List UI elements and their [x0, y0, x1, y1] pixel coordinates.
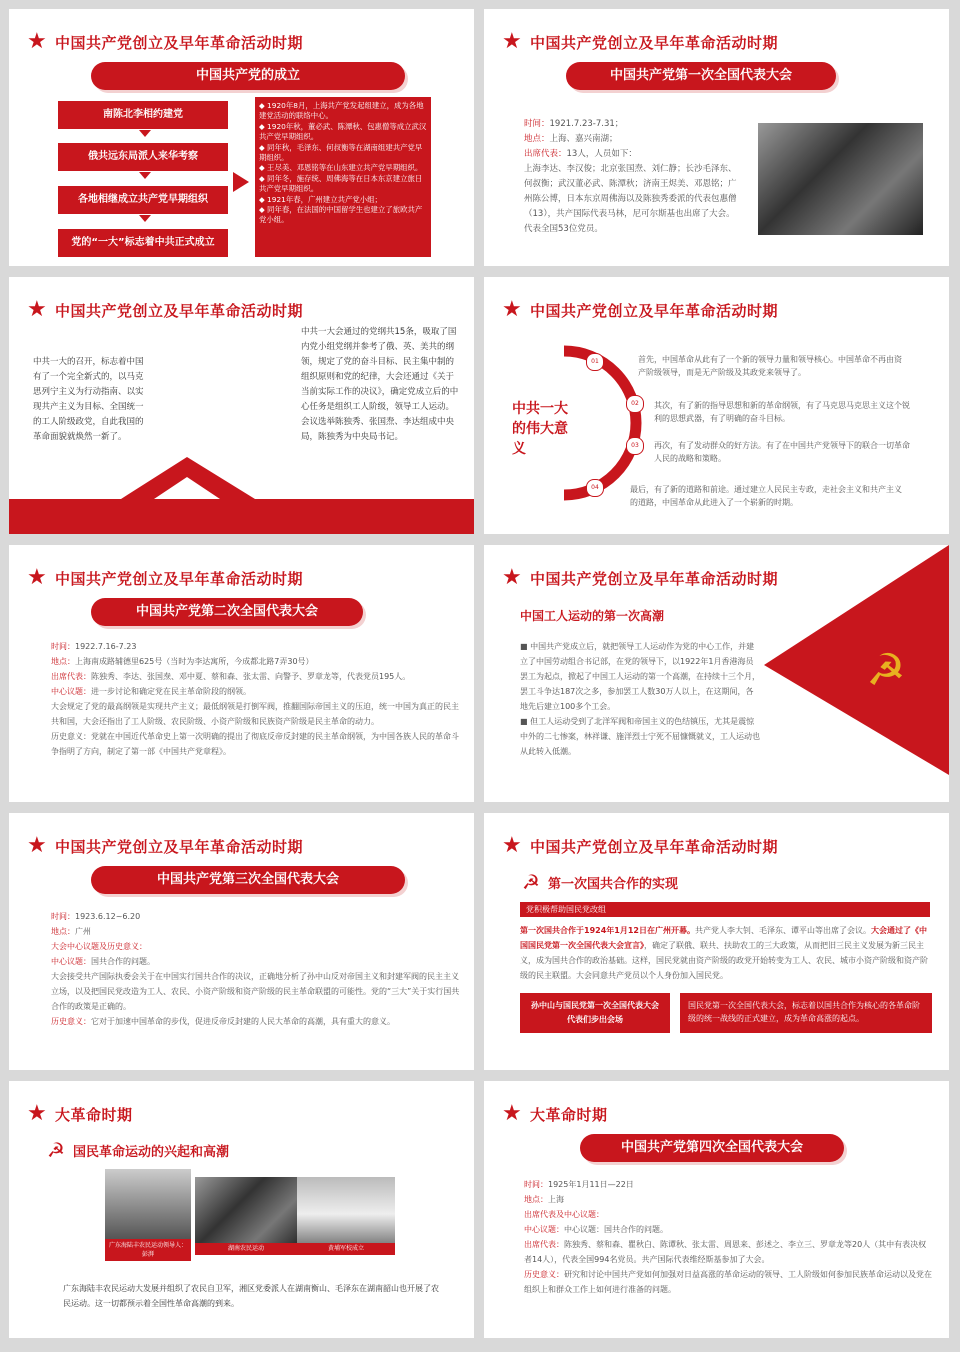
congress-info: 时间：1922.7.16-7.23 地点：上海南成路辅德里625号（当时为李达寓所，今成都北路7弄30号） 出席代表：陈独秀、李达、张国焘、邓中夏、蔡和森、张太雷、向警予、罗章龙等，代表党员195人。 中心议题：进一步讨论和确定党在民主革命阶段的纲领。 大会规定了党的最高纲领是实现共产主义；最低纲领是打倒军阀，推翻国际帝国主义的压迫，统一中国为真正的民主共和国，大会还指出了工人阶级、农民阶级、小资产阶级和民族资产阶级是民主革命的动力。 历史意义：党就在中国近代革命史上第一次明确的提出了彻底反帝反封建的民主革命纲领，为中国各族人民的革命斗争指明了方向，制定了第一部《中国共产党章程》。 [51, 642, 459, 756]
star-icon: ★ [502, 29, 522, 54]
slide-header [502, 565, 778, 591]
slide-4 [484, 277, 949, 534]
congress-photo [758, 123, 923, 235]
subtitle: ☭ 第一次国共合作的实现 [520, 871, 678, 893]
section-title: 大革命时期 [530, 1105, 608, 1124]
left-paragraph: 中共一大的召开，标志着中国有了一个完全新式的，以马克思列宁主义为行动指南、以实现共产主义为目标、全国统一的工人阶级政党，自此我国的革命面貌就焕然一新了。 [33, 357, 144, 442]
section-title: 中国共产党创立及早年革命活动时期 [55, 301, 304, 320]
slide-header [502, 833, 778, 859]
list-item: ◆ 1920年8月，上海共产党发起组建立，成为各地建党活动的联络中心。 [259, 101, 424, 121]
congress-info: 时间：1923.6.12~6.20 地点：广州 大会中心议题及历史意义： 中心议题：国共合作的问题。 大会接受共产国际执委会关于在中国实行国共合作的决议，正确地分析了孙中山反对帝国主义和封建军阀的民主主义立场，以及把国民党改造为工人、农民、小资产阶级和资产阶级的民主革命联盟的可能性。党的“三大”关于实行国共合作的政策是正确的。 历史意义：它对于加速中国革命的步伐，促进反帝反封建的人民大革命的高潮，具有重大的意义。 [51, 912, 460, 1026]
hammer-sickle-icon: ☭ [522, 870, 540, 894]
photo-caption-box: 孙中山与国民党第一次全国代表大会代表们步出会场 [520, 993, 670, 1033]
photo-caption: 广东海陆丰农民运动领导人：彭湃 [105, 1239, 191, 1261]
num-badge: 02 [626, 395, 644, 413]
list-item: ◆ 1921年春，广州建立共产党小组； [259, 194, 382, 204]
event-list [255, 97, 431, 257]
photo-caption: 黄埔军校成立 [297, 1243, 395, 1255]
slide-3 [9, 277, 474, 534]
list-item: ◆ 1920年秋，董必武、陈潭秋、包惠僧等成立武汉共产党早期组织。 [259, 121, 427, 142]
slide-header [27, 297, 303, 323]
significance-heading: 中共一大的伟大意义 [512, 401, 568, 457]
red-triangle [764, 545, 949, 802]
list-item: ◆ 王尽美、邓恩铭等在山东建立共产党早期组织。 [259, 163, 423, 173]
photo-caption: 湖南农民运动 [195, 1243, 297, 1255]
star-icon: ★ [27, 565, 47, 590]
down-arrow-icon [139, 130, 151, 137]
bullet-item: ■ 中国共产党成立后，就把领导工人运动作为党的中心工作，并建立了中国劳动组合书记部，在党的领导下，以1922年1月香港海员罢工为起点，掀起了中国工人运动的第一个高潮，在持续十三个月，罢工斗争达187次之多，参加罢工人数30万人以上，在这期间，各地先后建立100多个工会。 [520, 642, 760, 711]
list-item: ◆ 同年秋，毛泽东、何叔衡等在湖南组建共产党早期组织。 [259, 142, 423, 163]
significance-box: 国民党第一次全国代表大会，标志着以国共合作为核心的各革命阶级的统一战线的正式建立，成为革命高涨的起点。 [680, 993, 932, 1033]
down-arrow-icon [139, 172, 151, 179]
star-icon: ★ [502, 297, 522, 322]
slide-pill-title: 中国共产党第三次全国代表大会 [91, 866, 405, 894]
slide-7 [9, 813, 474, 1070]
slide-6 [484, 545, 949, 802]
slide-1 [9, 9, 474, 266]
timeline-box: 南陈北李相约建党 [58, 101, 228, 129]
timeline-box: 俄共远东局派人来华考察 [58, 143, 228, 171]
time-label: 时间： [524, 119, 550, 129]
right-arrow-icon [233, 172, 249, 192]
slide-header [27, 833, 303, 859]
slide-pill-title: 中国共产党第二次全国代表大会 [91, 598, 363, 626]
subtitle: 中国工人运动的第一次高潮 [520, 609, 665, 623]
slide-header [502, 1101, 608, 1127]
cooperation-body: 第一次国共合作于1924年1月12日在广州开幕。共产党人李大钊、毛泽东、谭平山等出席了会议。大会通过了《中国国民党第一次全国代表大会宣言》，确定了联俄、联共、扶助农工的三大政策，从而把旧三民主义发展为新三民主义，成为国共合作的政治基础。这样，国民党就由资产阶级的政党开始转变为工人、农民、城市小资产阶级和资产阶级的民主联盟。大会同意共产党员以个人身份加入国民党。 [520, 926, 928, 980]
slide-2 [484, 9, 949, 266]
significance-item: 再次，有了发动群众的好方法。有了在中国共产党领导下的联合一切革命人民的战略和策略。 [654, 441, 910, 463]
significance-item: 首先，中国革命从此有了一个新的领导力量和领导核心。中国革命不再由资产阶级领导，而是无产阶级及其政党来领导了。 [638, 355, 902, 377]
bullet-list [520, 639, 760, 759]
section-title: 中国共产党创立及早年革命活动时期 [530, 301, 779, 320]
slide-header [502, 297, 778, 323]
star-icon: ★ [27, 1101, 47, 1126]
section-title: 大革命时期 [55, 1105, 133, 1124]
section-title: 中国共产党创立及早年革命活动时期 [55, 837, 304, 856]
significance-item: 其次，有了新的指导思想和新的革命纲领，有了马克思马克思主义这个锐利的思想武器，有了明确的奋斗目标。 [654, 401, 910, 423]
star-icon: ★ [502, 1101, 522, 1126]
section-title: 中国共产党创立及早年革命活动时期 [530, 569, 779, 588]
num-badge: 01 [586, 353, 604, 371]
hammer-sickle-icon: ☭ [47, 1138, 65, 1162]
num-badge: 03 [626, 437, 644, 455]
slide-pill-title: 中国共产党的成立 [91, 62, 405, 90]
hammer-sickle-icon: ☭ [866, 645, 906, 696]
star-icon: ★ [27, 29, 47, 54]
slide-5 [9, 545, 474, 802]
right-paragraph: 中共一大会通过的党纲共15条，吸取了国内党小组党纲并参考了俄、英、美共的纲领，规定了党的奋斗目标、民主集中制的组织原则和党的纪律，大会还通过《关于当前实际工作的决议》，确定党成立后的中心任务是组织工人阶级，领导工人运动。会议选举陈独秀、张国焘、李达组成中央局，陈独秀为中央局书记。 [301, 327, 459, 442]
section-title: 中国共产党创立及早年革命活动时期 [530, 837, 779, 856]
num-badge: 04 [586, 479, 604, 497]
star-icon: ★ [502, 833, 522, 858]
slide-10 [484, 1081, 949, 1338]
portrait-photo [105, 1169, 191, 1239]
significance-item: 最后，有了新的道路和前途。通过建立人民民主专政，走社会主义和共产主义的道路，中国革命从此进入了一个崭新的时期。 [630, 485, 902, 507]
section-title: 中国共产党创立及早年革命活动时期 [530, 33, 779, 52]
movement-paragraph: 广东海陆丰农民运动大发展并组织了农民自卫军，湘区党委派人在湖南衡山、毛泽东在湖南韶山也开展了农民运动。这一切都预示着全国性革命高潮的到来。 [63, 1284, 439, 1308]
whampoa-photo [297, 1177, 395, 1251]
slide-pill-title: 中国共产党第四次全国代表大会 [580, 1134, 844, 1162]
star-icon: ★ [27, 833, 47, 858]
slide-9 [9, 1081, 474, 1338]
list-item: ◆ 同年冬，施存统、周佛海等在日本东京建立旅日共产党早期组织。 [259, 173, 423, 194]
bullet-item: ■ 但工人运动受到了北洋军阀和帝国主义的色结镇压，尤其是震惊中外的二七惨案，林祥谦、施洋烈士宁死不屈慷慨就义，工人运动也从此转入低潮。 [520, 717, 760, 756]
section-title: 中国共产党创立及早年革命活动时期 [55, 33, 304, 52]
subtitle: ☭ 国民革命运动的兴起和高潮 [45, 1139, 229, 1161]
slide-header [27, 29, 303, 55]
star-icon: ★ [27, 297, 47, 322]
timeline-box: 党的“一大”标志着中共正式成立 [58, 229, 228, 257]
slide-8 [484, 813, 949, 1070]
list-item: ◆ 同年春，在法国的中国留学生也建立了旅欧共产党小组。 [259, 205, 423, 225]
congress-info: 时间：1925年1月11日—22日 地点：上海 出席代表及中心议题： 中心议题：中心议题：国共合作的问题。 出席代表：陈独秀、蔡和森、瞿秋白、陈谭秋、张太雷、周恩来、彭述之、李立三、罗章龙等20人（其中有表决权者14人），代表全国994名党员。共产国际代表维经斯基参加了大会。 历史意义：研究和讨论中国共产党如何加强对日益高涨的革命运动的领导、工人阶级如何参加民族革命运动以及党在组织上和群众工作上如何进行准备的问题。 [524, 1180, 932, 1294]
congress-info: 时间：1921.7.23-7.31； 地点：上海、嘉兴南湖； 出席代表：13人，人员如下： 上海李达、李汉俊；北京张国焘、刘仁静；长沙毛泽东、何叔衡；武汉董必武、陈潭秋；济南王烬美、邓恩铭；广州陈公博，日本东京周佛海以及陈独秀委派的代表包惠僧（13），共产国际代表马林，尼可尔斯基也出席了大会。代表全国53位党员。 [524, 119, 737, 234]
slide-pill-title: 中国共产党第一次全国代表大会 [566, 62, 836, 90]
mountain-shape [9, 447, 474, 534]
section-bar: 党积极帮助国民党改组 [520, 902, 930, 917]
slide-header [502, 29, 778, 55]
star-icon: ★ [502, 565, 522, 590]
timeline-box: 各地相继成立共产党早期组织 [58, 186, 228, 214]
down-arrow-icon [139, 215, 151, 222]
section-title: 中国共产党创立及早年革命活动时期 [55, 569, 304, 588]
slide-header [27, 565, 303, 591]
farmers-photo [195, 1177, 297, 1251]
slide-header [27, 1101, 133, 1127]
